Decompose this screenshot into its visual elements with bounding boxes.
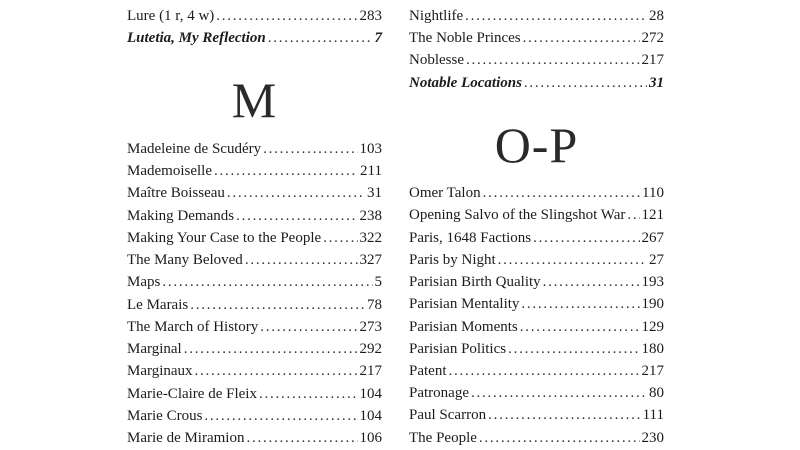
dot-leader [523,29,640,47]
entry-page: 292 [359,341,382,357]
dot-leader [466,51,640,69]
entry-page: 230 [641,430,664,446]
entry-title: Paul Scarron [409,407,487,423]
entry-title: Marie Crous [127,408,203,424]
entry-title: Parisian Moments [409,319,518,335]
dot-leader [520,318,640,336]
index-entry [127,292,382,314]
index-entry [127,403,382,425]
index-entry [127,336,382,358]
entry-title: Noblesse [409,52,464,68]
index-entry [409,47,664,69]
index-entry [127,203,382,225]
entry-title: Marginaux [127,363,193,379]
entry-title: Le Marais [127,297,189,313]
dot-leader [479,429,640,447]
index-entry [127,425,382,447]
entry-page: 27 [649,252,664,268]
index-entry [409,180,664,202]
dot-leader [483,184,640,202]
dot-leader [246,429,357,447]
entry-title: Opening Salvo of the Slingshot War [409,207,626,223]
dot-leader [162,273,372,291]
dot-leader [488,406,641,424]
entry-page: 103 [359,141,382,157]
entry-title: Lutetia, My Reflection [127,30,266,46]
dot-leader [521,295,639,313]
entry-title: Madeleine de Scudéry [127,141,262,157]
entry-page: 217 [641,363,664,379]
index-entry [127,3,382,25]
entry-page: 267 [641,230,664,246]
entry-title: Lure (1 r, 4 w) [127,8,215,24]
entry-page: 180 [641,341,664,357]
entry-title: Maître Boisseau [127,185,225,201]
index-entry [127,225,382,247]
dot-leader [627,206,639,224]
entry-page: 217 [641,52,664,68]
index-entry [409,269,664,291]
entry-page: 211 [360,163,382,179]
entry-page: 283 [359,8,382,24]
index-entry [127,358,382,380]
entry-page: 121 [641,207,664,223]
entry-page: 104 [359,408,382,424]
entry-page: 80 [649,385,664,401]
index-entry [409,225,664,247]
entry-page: 217 [359,363,382,379]
entry-page: 129 [641,319,664,335]
entry-page: 78 [367,297,382,313]
entry-title: Parisian Birth Quality [409,274,541,290]
index-entry [409,336,664,358]
index-entry [409,380,664,402]
entry-title: Notable Locations [409,75,522,91]
dot-leader [227,184,365,202]
entry-title: The People [409,430,477,446]
dot-leader [260,318,357,336]
entry-title: Parisian Mentality [409,296,520,312]
entry-title: Maps [127,274,161,290]
index-entry [127,314,382,336]
entry-title: Patronage [409,385,469,401]
index-entry [127,269,382,291]
dot-leader [190,296,365,314]
entry-page: 31 [367,185,382,201]
dot-leader [245,251,358,269]
entry-title: The March of History [127,319,259,335]
dot-leader [449,362,640,380]
entry-page: 31 [649,75,664,91]
dot-leader [543,273,640,291]
index-entry [409,25,664,47]
entry-page: 238 [359,208,382,224]
index-entry [127,136,382,158]
dot-leader [195,362,358,380]
index-entry [409,70,664,92]
dot-leader [533,229,639,247]
entry-title: Making Your Case to the People [127,230,322,246]
dot-leader [184,340,358,358]
entry-title: Nightlife [409,8,464,24]
entry-title: Mademoiselle [127,163,212,179]
index-entry [409,202,664,224]
entry-title: Paris by Night [409,252,496,268]
section-letter: O-P [494,117,579,173]
entry-title: Marie-Claire de Fleix [127,386,257,402]
entry-title: Marie de Miramion [127,430,245,446]
index-entry [409,425,664,447]
index-entry [409,314,664,336]
dot-leader [216,7,357,25]
entry-title: Patent [409,363,447,379]
dot-leader [471,384,647,402]
entry-page: 193 [641,274,664,290]
entry-title: Omer Talon [409,185,481,201]
section-letter: M [231,72,278,128]
index-entry [409,291,664,313]
dot-leader [259,385,358,403]
index-entry [127,247,382,269]
dot-leader [508,340,639,358]
entry-page: 322 [359,230,382,246]
entry-page: 28 [649,8,664,24]
entry-page: 190 [641,296,664,312]
dot-leader [204,407,357,425]
entry-title: Making Demands [127,208,235,224]
entry-page: 7 [374,30,382,46]
dot-leader [323,229,357,247]
index-entry [127,25,382,47]
dot-leader [268,29,373,47]
entry-page: 110 [642,185,664,201]
dot-leader [465,7,647,25]
entry-page: 5 [374,274,382,290]
entry-title: The Many Beloved [127,252,243,268]
entry-title: Marginal [127,341,182,357]
index-entry [409,3,664,25]
entry-title: The Noble Princes [409,30,521,46]
dot-leader [263,140,357,158]
entry-page: 104 [359,386,382,402]
entry-title: Parisian Politics [409,341,507,357]
index-entry [409,402,664,424]
dot-leader [236,207,357,225]
dot-leader [214,162,358,180]
index-entry [409,358,664,380]
index-entry [127,381,382,403]
entry-page: 272 [641,30,664,46]
entry-page: 106 [359,430,382,446]
entry-page: 327 [359,252,382,268]
index-entry [127,158,382,180]
entry-page: 111 [642,407,664,423]
index-entry [409,247,664,269]
entry-title: Paris, 1648 Factions [409,230,532,246]
dot-leader [498,251,647,269]
index-entry [127,180,382,202]
entry-page: 273 [359,319,382,335]
dot-leader [524,74,647,92]
